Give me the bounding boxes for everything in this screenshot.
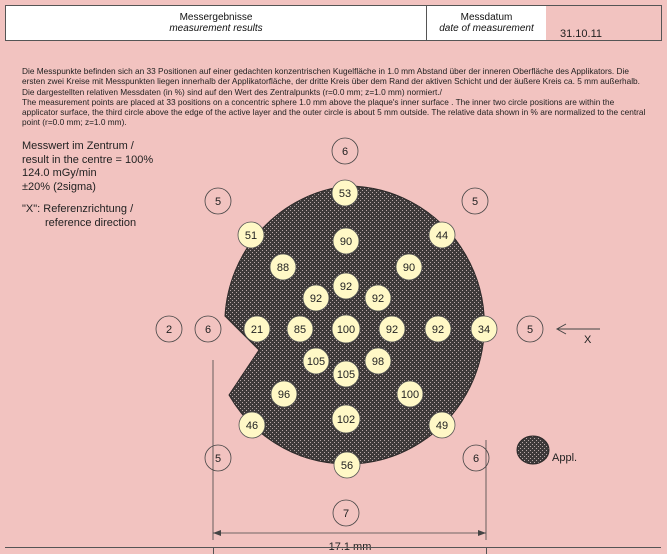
svg-text:102: 102 — [336, 414, 356, 426]
date-value: 31.10.11 — [560, 28, 603, 40]
svg-text:56: 56 — [340, 460, 354, 472]
measurement-point — [238, 222, 264, 248]
svg-text:105: 105 — [306, 356, 326, 368]
dimension-label: 17.1 mm — [328, 541, 372, 553]
applicator-label: Appl. — [552, 452, 578, 464]
legend-line-1: Messwert im Zentrum / — [22, 140, 134, 152]
measurement-point — [429, 412, 455, 438]
legend-line-4: ±20% (2sigma) — [22, 180, 96, 193]
svg-text:49: 49 — [435, 420, 449, 432]
svg-text:2: 2 — [165, 324, 173, 336]
outer-point — [462, 188, 488, 214]
dimension-arrow-left — [213, 530, 221, 536]
svg-text:5: 5 — [214, 196, 222, 208]
svg-text:90: 90 — [402, 262, 416, 274]
svg-text:92: 92 — [371, 293, 385, 305]
svg-text:21: 21 — [250, 324, 264, 336]
results-title-en: measurement results — [169, 23, 263, 34]
svg-text:44: 44 — [435, 230, 449, 242]
date-title-de: Messdatum — [460, 12, 513, 23]
measurement-point — [334, 452, 360, 478]
svg-text:5: 5 — [526, 324, 534, 336]
outer-point — [517, 316, 543, 342]
outer-point — [205, 188, 231, 214]
measurement-point — [397, 381, 423, 407]
description-de: Die Messpunkte befinden sich an 33 Positionen auf einer gedachten konzentrischen Kugelfläche in 1.0 mm Abstand über der inneren Oberfläche des Applikators. Die ersten zwei Kreise mit Messpunkten liegen innerhalb der Applikatorfläche, der dritte Kreis über dem Rand der aktiven Schicht und der äußere Kreis ca. 5 mm außerhalb. Die dargestellten relativen Messdaten (in %) sind auf den Wert des Zentralpunkts (r=0.0 mm; z=1.0 mm) normiert./ — [22, 66, 640, 97]
measurement-point — [271, 381, 297, 407]
applicator-swatch — [517, 436, 549, 464]
svg-text:92: 92 — [309, 293, 323, 305]
legend-line-2: result in the centre = 100% — [22, 153, 154, 166]
svg-text:90: 90 — [339, 236, 353, 248]
bottom-rule-tick — [486, 547, 487, 554]
svg-text:92: 92 — [431, 324, 445, 336]
measurement-point — [333, 273, 359, 299]
svg-text:7: 7 — [342, 508, 350, 520]
svg-text:34: 34 — [477, 324, 491, 336]
date-title-en: date of measurement — [439, 23, 534, 34]
svg-text:46: 46 — [245, 420, 259, 432]
outer-point — [156, 316, 182, 342]
bottom-rule — [5, 547, 661, 548]
svg-text:53: 53 — [338, 188, 352, 200]
legend-line-3: 124.0 mGy/min — [22, 167, 97, 179]
measurement-point — [333, 361, 359, 387]
results-title-de: Messergebnisse — [179, 12, 253, 23]
measurement-point — [332, 405, 360, 433]
svg-text:92: 92 — [385, 324, 399, 336]
svg-text:6: 6 — [472, 453, 480, 465]
svg-text:5: 5 — [214, 453, 222, 465]
svg-text:92: 92 — [339, 281, 353, 293]
svg-text:51: 51 — [244, 230, 258, 242]
reference-line-2: reference direction — [45, 216, 137, 229]
outer-point — [205, 445, 231, 471]
description-en: The measurement points are placed at 33 positions on a concentric sphere 1.0 mm above the plaque's inner surface . The inner two circle positions are within the applicator surface, the third circle above the edge of the active layer and the outer circle is about 5 mm outside. The relative data shown in % are normalized to the central point (r=0.0 mm; z=1.0 mm). — [22, 96, 646, 128]
measurement-point — [270, 254, 296, 280]
measurement-point — [244, 316, 270, 342]
dimension-arrow-right — [478, 530, 486, 536]
measurement-point — [365, 348, 391, 374]
measurement-point — [396, 254, 422, 280]
measurement-point — [471, 316, 497, 342]
measurement-point — [303, 285, 329, 311]
bottom-rule-tick — [213, 547, 214, 554]
outer-point — [195, 316, 221, 342]
measurement-point — [365, 285, 391, 311]
svg-text:6: 6 — [204, 324, 212, 336]
measurement-point — [332, 315, 360, 343]
svg-text:98: 98 — [371, 356, 385, 368]
svg-text:88: 88 — [276, 262, 290, 274]
svg-text:100: 100 — [400, 389, 420, 401]
measurement-point — [239, 412, 265, 438]
outer-point — [332, 138, 358, 164]
outer-point — [333, 500, 359, 526]
svg-text:85: 85 — [293, 324, 307, 336]
svg-text:105: 105 — [336, 369, 356, 381]
measurement-point — [303, 348, 329, 374]
svg-text:5: 5 — [471, 196, 479, 208]
measurement-point — [429, 222, 455, 248]
reference-line-1: "X": Referenzrichtung / — [22, 203, 134, 215]
svg-text:6: 6 — [341, 146, 349, 158]
svg-text:96: 96 — [277, 389, 291, 401]
measurement-point — [333, 228, 359, 254]
outer-point — [463, 445, 489, 471]
measurement-point — [332, 180, 358, 206]
measurement-point — [379, 316, 405, 342]
measurement-point — [425, 316, 451, 342]
reference-x-label: X — [584, 334, 592, 346]
measurement-point — [287, 316, 313, 342]
svg-text:100: 100 — [336, 324, 356, 336]
